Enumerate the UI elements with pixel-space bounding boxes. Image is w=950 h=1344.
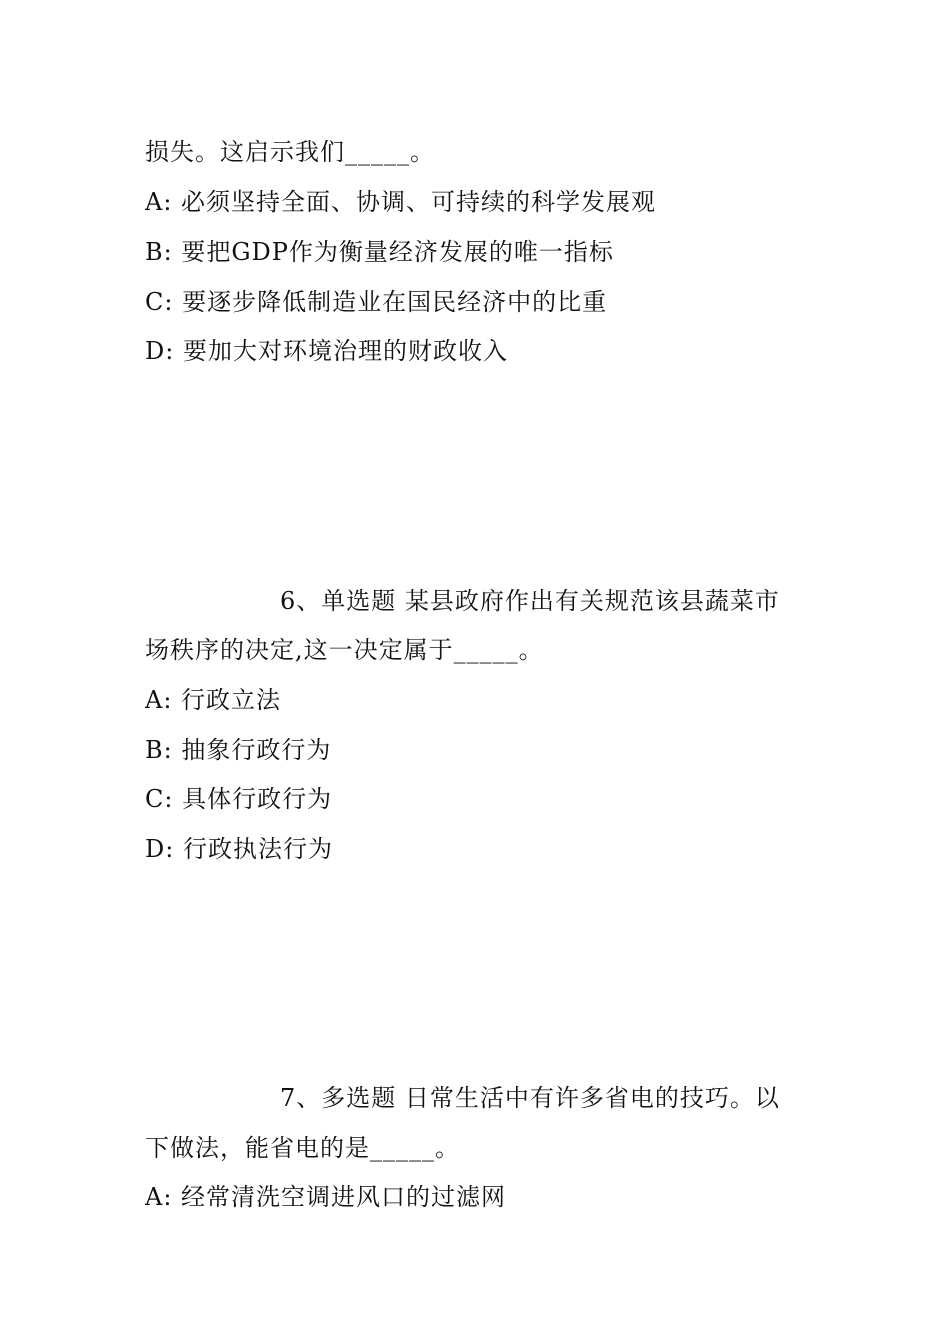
q5-option-b: B: 要把GDP作为衡量经济发展的唯一指标 [145, 238, 614, 266]
q6-stem-continuation: 场秩序的决定,这一决定属于_____。 [145, 636, 544, 664]
q5-option-a: A: 必须坚持全面、协调、可持续的科学发展观 [145, 188, 657, 216]
q6-option-b: B: 抽象行政行为 [145, 736, 332, 764]
q5-option-c: C: 要逐步降低制造业在国民经济中的比重 [145, 288, 608, 316]
q6-heading: 6、单选题 某县政府作出有关规范该县蔬菜市 [280, 587, 780, 615]
q7-stem-continuation: 下做法，能省电的是_____。 [145, 1134, 460, 1162]
q6-option-a: A: 行政立法 [145, 686, 282, 714]
q6-option-c: C: 具体行政行为 [145, 785, 333, 813]
q7-heading: 7、多选题 日常生活中有许多省电的技巧。以 [280, 1084, 780, 1112]
q5-stem-tail: 损失。这启示我们_____。 [145, 138, 435, 166]
q6-option-d: D: 行政执法行为 [145, 835, 333, 863]
q5-option-d: D: 要加大对环境治理的财政收入 [145, 337, 508, 365]
q7-option-a: A: 经常清洗空调进风口的过滤网 [145, 1183, 507, 1211]
